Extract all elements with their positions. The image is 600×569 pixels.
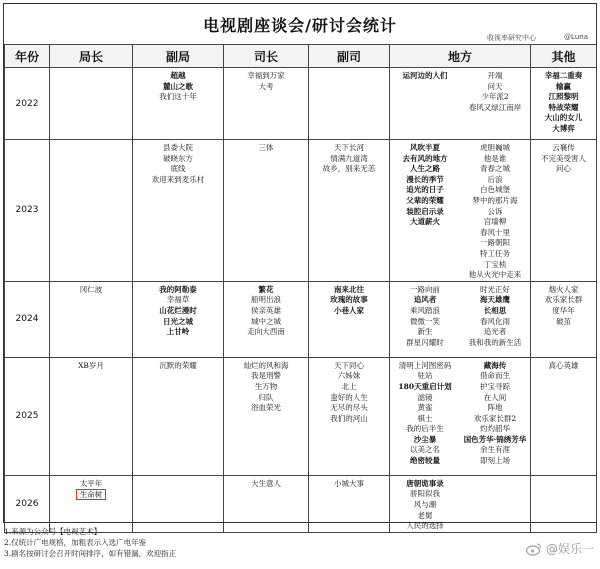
drama-title: 藏海传 [483, 360, 507, 370]
drama-title: 不完美受害人 [541, 153, 586, 163]
drama-title: XB岁月 [78, 360, 104, 370]
drama-title: 特战荣耀 [548, 102, 579, 112]
watermark-text: @娱乐一 [545, 542, 594, 556]
drama-title: 海天雄鹰 [480, 295, 510, 305]
sizhang-cell [224, 357, 309, 475]
drama-title: 小城大事 [334, 478, 364, 488]
drama-title: 我的阿勒泰 [159, 284, 197, 294]
header-qita: 其他 [531, 45, 597, 68]
drama-title: 情满九道湾 [330, 153, 368, 163]
drama-title: 后浪 [487, 174, 503, 184]
drama-title: 宫墙柳 [483, 217, 507, 227]
drama-title: 大考 [258, 81, 274, 91]
drama-title: 生万物 [254, 381, 278, 391]
fusi-cell [309, 357, 390, 475]
difang-split [390, 143, 530, 281]
drama-title: 追光的日子 [406, 185, 444, 195]
highlight-box: 生命树 [76, 489, 107, 500]
header-fusi: 副司 [309, 45, 390, 68]
fusi-cell [309, 475, 390, 532]
difang-right [460, 361, 530, 467]
drama-title: 国色芳华·锦绣芳华 [463, 434, 527, 444]
drama-title: 欢迎来到麦乐村 [151, 174, 205, 184]
drama-title: 人民的选择 [406, 521, 444, 531]
difang-left [390, 479, 460, 532]
drama-title: 问心 [556, 164, 571, 174]
drama-title: 风与潮 [413, 499, 437, 509]
difang-right [460, 285, 530, 349]
difang-cell [390, 140, 531, 282]
statistics-sheet [3, 3, 597, 531]
drama-title: 群星闪耀时 [406, 337, 444, 347]
drama-title: 我和我的新生活 [468, 337, 522, 347]
drama-title: 幸福二重奏 [544, 71, 583, 80]
juzhang-cell [50, 68, 133, 140]
qita-cell [531, 68, 597, 140]
stats-table [4, 44, 597, 533]
footnote: 3.剧名按研讨会召开时间排序，如有错漏，欢迎指正 [4, 549, 177, 558]
drama-title: 虎胆巍城 [480, 143, 510, 152]
watermark [526, 540, 594, 557]
page-title: 电视剧座谈会/研讨会统计 [203, 15, 397, 35]
drama-title: 白色城堡 [480, 185, 510, 195]
drama-title: 余生有涯 [480, 445, 510, 455]
author-label: @Luna [564, 33, 588, 41]
qita-cell [531, 140, 597, 282]
table-row [5, 475, 597, 532]
drama-title: 麓山之歌 [163, 81, 193, 91]
source-label: 收视率研究中心 [487, 34, 536, 42]
drama-title: 山花烂漫时 [159, 305, 197, 315]
drama-title: 大生意人 [251, 478, 281, 488]
drama-title: 欢乐家长群 [544, 295, 583, 305]
drama-title: 灼灼韶华 [480, 424, 510, 434]
drama-title: 日光之城 [163, 316, 193, 326]
drama-title: 180天重启计划 [398, 381, 452, 391]
drama-title: 以美之名 [410, 445, 440, 455]
drama-title: 冈仁波 [79, 284, 103, 294]
drama-title: 去有风的地方 [402, 153, 448, 163]
header-fuju: 副局 [133, 45, 224, 68]
drama-title: 运河边的人们 [402, 71, 448, 80]
drama-title: 幸福到万家 [247, 71, 285, 80]
drama-title: 繁花 [258, 284, 274, 294]
drama-title: 幸福草 [166, 295, 190, 305]
drama-title: 归队 [258, 392, 274, 402]
difang-left [390, 285, 460, 349]
difang-left [390, 361, 460, 467]
drama-title: 问天 [487, 81, 503, 91]
drama-title: 护宝寻踪 [480, 381, 510, 391]
drama-title: 一路朝阳 [480, 238, 510, 248]
difang-split [390, 361, 530, 467]
table-row [5, 140, 597, 282]
sizhang-cell [224, 68, 309, 140]
footnote: 1.来源为公众号【电视艺术】 [4, 527, 102, 536]
sizhang-cell [224, 140, 309, 282]
drama-title: 黄雀 [417, 403, 433, 413]
drama-title: 我的后半生 [406, 424, 444, 434]
drama-title: 他从火光中走来 [468, 270, 522, 280]
drama-title: 长相思 [483, 305, 507, 315]
drama-title: 唐朝诡事录 [406, 478, 444, 488]
drama-title: 烟火人家 [548, 284, 579, 294]
drama-title: 船明出浪 [251, 295, 281, 305]
drama-title: 蛮好的人生 [330, 392, 368, 402]
difang-split [390, 479, 530, 532]
juzhang-cell [50, 357, 133, 475]
drama-title: 沉默的荣耀 [159, 360, 197, 370]
difang-left [390, 143, 460, 281]
drama-title: 浴血荣光 [251, 403, 281, 413]
year-cell: 2025 [5, 357, 50, 475]
juzhang-cell [50, 281, 133, 357]
drama-title: 追光者 [483, 327, 507, 337]
drama-title: 天下长河 [334, 143, 364, 152]
difang-right [460, 479, 530, 532]
drama-title: 丁宝桢 [483, 259, 507, 269]
drama-title: 小巷人家 [334, 305, 364, 315]
year-cell: 2024 [5, 281, 50, 357]
drama-title: 阵地 [487, 403, 503, 413]
drama-title: 云襄传 [552, 143, 575, 152]
drama-title: 上甘岭 [166, 327, 190, 337]
drama-title: 破晓东方 [163, 153, 193, 163]
header-row [5, 45, 597, 68]
drama-title: 人生之路 [410, 164, 440, 174]
sizhang-cell [224, 281, 309, 357]
year-cell: 2023 [5, 140, 50, 282]
drama-title: 底线 [170, 164, 186, 174]
drama-title: 驻站 [417, 371, 433, 381]
drama-title: 超越 [170, 71, 186, 80]
footnotes [4, 526, 176, 559]
drama-title: 输赢 [556, 81, 571, 91]
drama-title: 骄阳似我 [410, 489, 440, 499]
drama-title: 我们的河山 [330, 413, 368, 423]
drama-title: 他是谁 [483, 153, 507, 163]
drama-title: 大山的女儿 [544, 113, 583, 123]
drama-title: 棋士 [417, 413, 433, 423]
drama-title: 追风者 [413, 295, 437, 305]
drama-title: 江照黎明 [548, 92, 579, 102]
drama-title: 老舅 [417, 510, 433, 520]
drama-title: 少年派2 [481, 92, 509, 102]
fuju-cell [133, 475, 224, 532]
drama-title: 县委大院 [163, 143, 193, 152]
drama-title: 装腔启示录 [406, 206, 444, 216]
drama-title: 沙尘暴 [413, 434, 437, 444]
table-row [5, 281, 597, 357]
fuju-cell [133, 140, 224, 282]
drama-title: 无尽的尽头 [330, 403, 368, 413]
drama-title: 梦中的那片海 [472, 195, 518, 205]
year-cell: 2026 [5, 475, 50, 532]
year-cell: 2022 [5, 68, 50, 140]
difang-cell [390, 281, 531, 357]
fuju-cell [133, 281, 224, 357]
drama-title: 滤镜 [417, 392, 433, 402]
difang-split [390, 285, 530, 349]
difang-cell [390, 475, 531, 532]
qita-cell [531, 281, 597, 357]
drama-title: 春风又绿江南岸 [468, 102, 522, 112]
difang-left [390, 71, 460, 113]
fuju-cell [133, 68, 224, 140]
header-difang: 地方 [390, 45, 531, 68]
juzhang-cell [50, 475, 133, 532]
sizhang-cell [224, 475, 309, 532]
drama-title: 太平年 [79, 478, 103, 488]
drama-title: 城中之城 [251, 316, 281, 326]
drama-title: 南来北往 [334, 284, 364, 294]
drama-title: 春风化雨 [480, 316, 510, 326]
drama-title [50, 489, 132, 501]
drama-title: 三体 [258, 143, 274, 152]
drama-title: 借命而生 [480, 371, 510, 381]
drama-title: 清明上河图密码 [398, 360, 452, 370]
drama-title: 开端 [487, 71, 503, 80]
drama-title: 在人间 [483, 392, 507, 402]
juzhang-cell [50, 140, 133, 282]
drama-title: 天下同心 [334, 360, 364, 370]
drama-title: 我是刑警 [251, 371, 281, 381]
drama-title: 真心英雄 [548, 360, 579, 370]
fusi-cell [309, 68, 390, 140]
drama-title: 走向大西南 [247, 327, 285, 337]
drama-title: 特工任务 [480, 248, 510, 258]
difang-split [390, 71, 530, 113]
drama-title: 大道薪火 [410, 217, 440, 227]
drama-title: 欢乐家长群2 [473, 413, 517, 423]
drama-title: 绝密较量 [410, 456, 440, 466]
drama-title: 大博弈 [552, 123, 575, 133]
difang-right [460, 71, 530, 113]
qita-cell [531, 475, 597, 532]
drama-title: 北上 [341, 381, 357, 391]
footnote: 2.仅统计广电规格，加粗表示入选广电年鉴 [4, 538, 147, 547]
drama-title: 度华年 [552, 305, 575, 315]
drama-title: 我们这十年 [159, 92, 197, 102]
header-juzhang: 局长 [50, 45, 133, 68]
drama-title: 故乡，别来无恙 [322, 164, 376, 174]
drama-title: 一路向前 [410, 284, 440, 294]
difang-right [460, 143, 530, 281]
drama-title: 侯亲英雄 [251, 305, 281, 315]
drama-title: 微微一笑 [410, 316, 440, 326]
fuju-cell [133, 357, 224, 475]
drama-title: 春风十里 [480, 227, 510, 237]
drama-title: 风吹半夏 [410, 143, 440, 152]
weibo-icon [526, 542, 542, 556]
drama-title: 父辈的荣耀 [406, 195, 444, 205]
table-row [5, 357, 597, 475]
drama-title: 漫长的季节 [406, 174, 444, 184]
header-year: 年份 [5, 45, 50, 68]
drama-title: 即刻上场 [480, 456, 510, 466]
fusi-cell [309, 281, 390, 357]
drama-title: 时光正好 [480, 284, 510, 294]
header-sizhang: 司长 [224, 45, 309, 68]
difang-cell [390, 68, 531, 140]
drama-title: 六姊妹 [337, 371, 361, 381]
drama-title: 破茧 [556, 316, 571, 326]
drama-title: 灿烂的风和海 [243, 360, 289, 370]
table-row [5, 68, 597, 140]
drama-title: 乘风踏浪 [410, 305, 440, 315]
drama-title: 新生 [417, 327, 433, 337]
fusi-cell [309, 140, 390, 282]
difang-cell [390, 357, 531, 475]
qita-cell [531, 357, 597, 475]
drama-title: 公诉 [487, 206, 503, 216]
drama-title: 玫瑰的故事 [330, 295, 368, 305]
drama-title: 青春之城 [480, 164, 510, 174]
